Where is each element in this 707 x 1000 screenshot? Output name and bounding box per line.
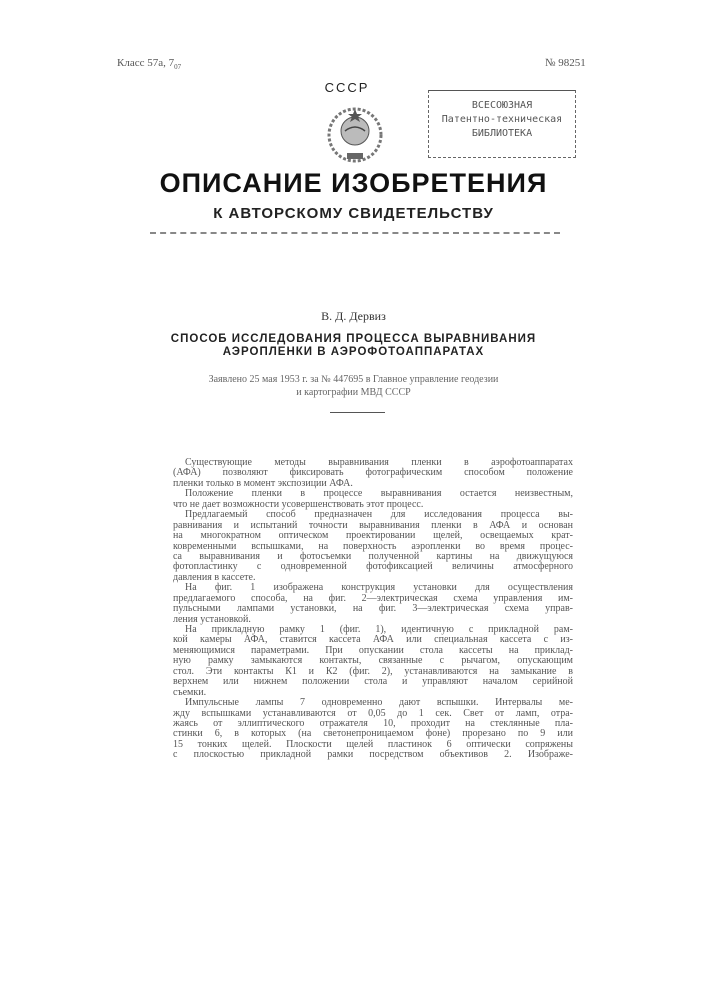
body-line: предлагаемого способа, на фиг. 2—электрическая схема управления им- bbox=[173, 594, 573, 604]
library-stamp bbox=[428, 90, 576, 158]
patent-number: № 98251 bbox=[545, 57, 586, 69]
body-line: фотопластинку с одновременной фотофиксацией величины атмосферного bbox=[173, 562, 573, 572]
stamp-line: Патентно-техническая bbox=[429, 113, 575, 127]
body-line: Импульсные лампы 7 одновременно дают вспышки. Интервалы ме- bbox=[173, 698, 573, 708]
body-line: давления в кассете. bbox=[173, 573, 573, 583]
body-line: верхнем или нижнем положении стола и управляют началом серийной bbox=[173, 677, 573, 687]
author: В. Д. Дервиз bbox=[0, 309, 707, 324]
country-label: СССР bbox=[322, 80, 372, 95]
filing-info-line: Заявлено 25 мая 1953 г. за № 447695 в Главное управление геодезии bbox=[0, 374, 707, 385]
stamp-line: БИБЛИОТЕКА bbox=[429, 127, 575, 141]
header-divider bbox=[150, 232, 560, 234]
body-line: 15 тонких щелей. Плоскости щелей пластинок 6 оптически сопряжены bbox=[173, 740, 573, 750]
body-line: са выравнивания и фотосъемки полученной картины на движущуюся bbox=[173, 552, 573, 562]
body-line: (АФА) позволяют фиксировать фотографическим способом положение bbox=[173, 468, 573, 478]
body-line: равнивания и испытаний точности выравнивания пленки в АФА и основан bbox=[173, 521, 573, 531]
body-line: пульсными лампами установки, на фиг. 3—электрическая схема управ- bbox=[173, 604, 573, 614]
body-line: ную рамку замыкаются контакты, связанные с рычагом, опускающим bbox=[173, 656, 573, 666]
body-line: ления установкой. bbox=[173, 615, 573, 625]
body-line: На фиг. 1 изображена конструкция установки для осуществления bbox=[173, 583, 573, 593]
body-line: На прикладную рамку 1 (фиг. 1), идентичную с прикладной рам- bbox=[173, 625, 573, 635]
body-line: Предлагаемый способ предназначен для исследования процесса вы- bbox=[173, 510, 573, 520]
section-divider bbox=[330, 412, 385, 413]
body-line: с плоскостью прикладной рамки посредством объективов 2. Изображе- bbox=[173, 750, 573, 760]
stamp-line: ВСЕСОЮЗНАЯ bbox=[429, 99, 575, 113]
body-line: Существующие методы выравнивания пленки в аэрофотоаппаратах bbox=[173, 458, 573, 468]
body-line: жаясь от эллиптического отражателя 10, проходит на стеклянные пла- bbox=[173, 719, 573, 729]
body-line: меняющимися параметрами. При опускании стола кассеты на приклад- bbox=[173, 646, 573, 656]
body-line: Положение пленки в процессе выравнивания остается неизвестным, bbox=[173, 489, 573, 499]
ussr-emblem-icon bbox=[325, 105, 385, 165]
patent-class bbox=[117, 57, 181, 71]
body-text bbox=[173, 458, 573, 761]
body-line: съемки. bbox=[173, 688, 573, 698]
body-line: стинки 6, в которых (на светонепроницаемом фоне) прорезано по 9 или bbox=[173, 729, 573, 739]
filing-info-line: и картографии МВД СССР bbox=[0, 387, 707, 398]
class-label: Класс 57а, 7 bbox=[117, 57, 174, 69]
body-line: что не дает возможности усовершенствовать этот процесс. bbox=[173, 500, 573, 510]
body-line: жду вспышками устанавливаются от 0,05 до 1 сек. Свет от ламп, отра- bbox=[173, 709, 573, 719]
class-subscript: 07 bbox=[174, 63, 181, 71]
body-line: стол. Эти контакты К1 и К2 (фиг. 2), устанавливаются на замыкание в bbox=[173, 667, 573, 677]
document-title: ОПИСАНИЕ ИЗОБРЕТЕНИЯ bbox=[0, 168, 707, 199]
invention-title-line: АЭРОПЛЕНКИ В АЭРОФОТОАППАРАТАХ bbox=[0, 346, 707, 358]
document-subtitle: К АВТОРСКОМУ СВИДЕТЕЛЬСТВУ bbox=[0, 205, 707, 222]
body-line: пленки только в момент экспозиции АФА. bbox=[173, 479, 573, 489]
body-line: ковременными вспышками, на поверхность аэропленки во время процес- bbox=[173, 542, 573, 552]
invention-title-line: СПОСОБ ИССЛЕДОВАНИЯ ПРОЦЕССА ВЫРАВНИВАНИЯ bbox=[0, 333, 707, 345]
body-line: кой камеры АФА, ставится кассета АФА или специальная кассета с из- bbox=[173, 635, 573, 645]
body-line: на многократном оптическом проектировании щелей, освещаемых крат- bbox=[173, 531, 573, 541]
